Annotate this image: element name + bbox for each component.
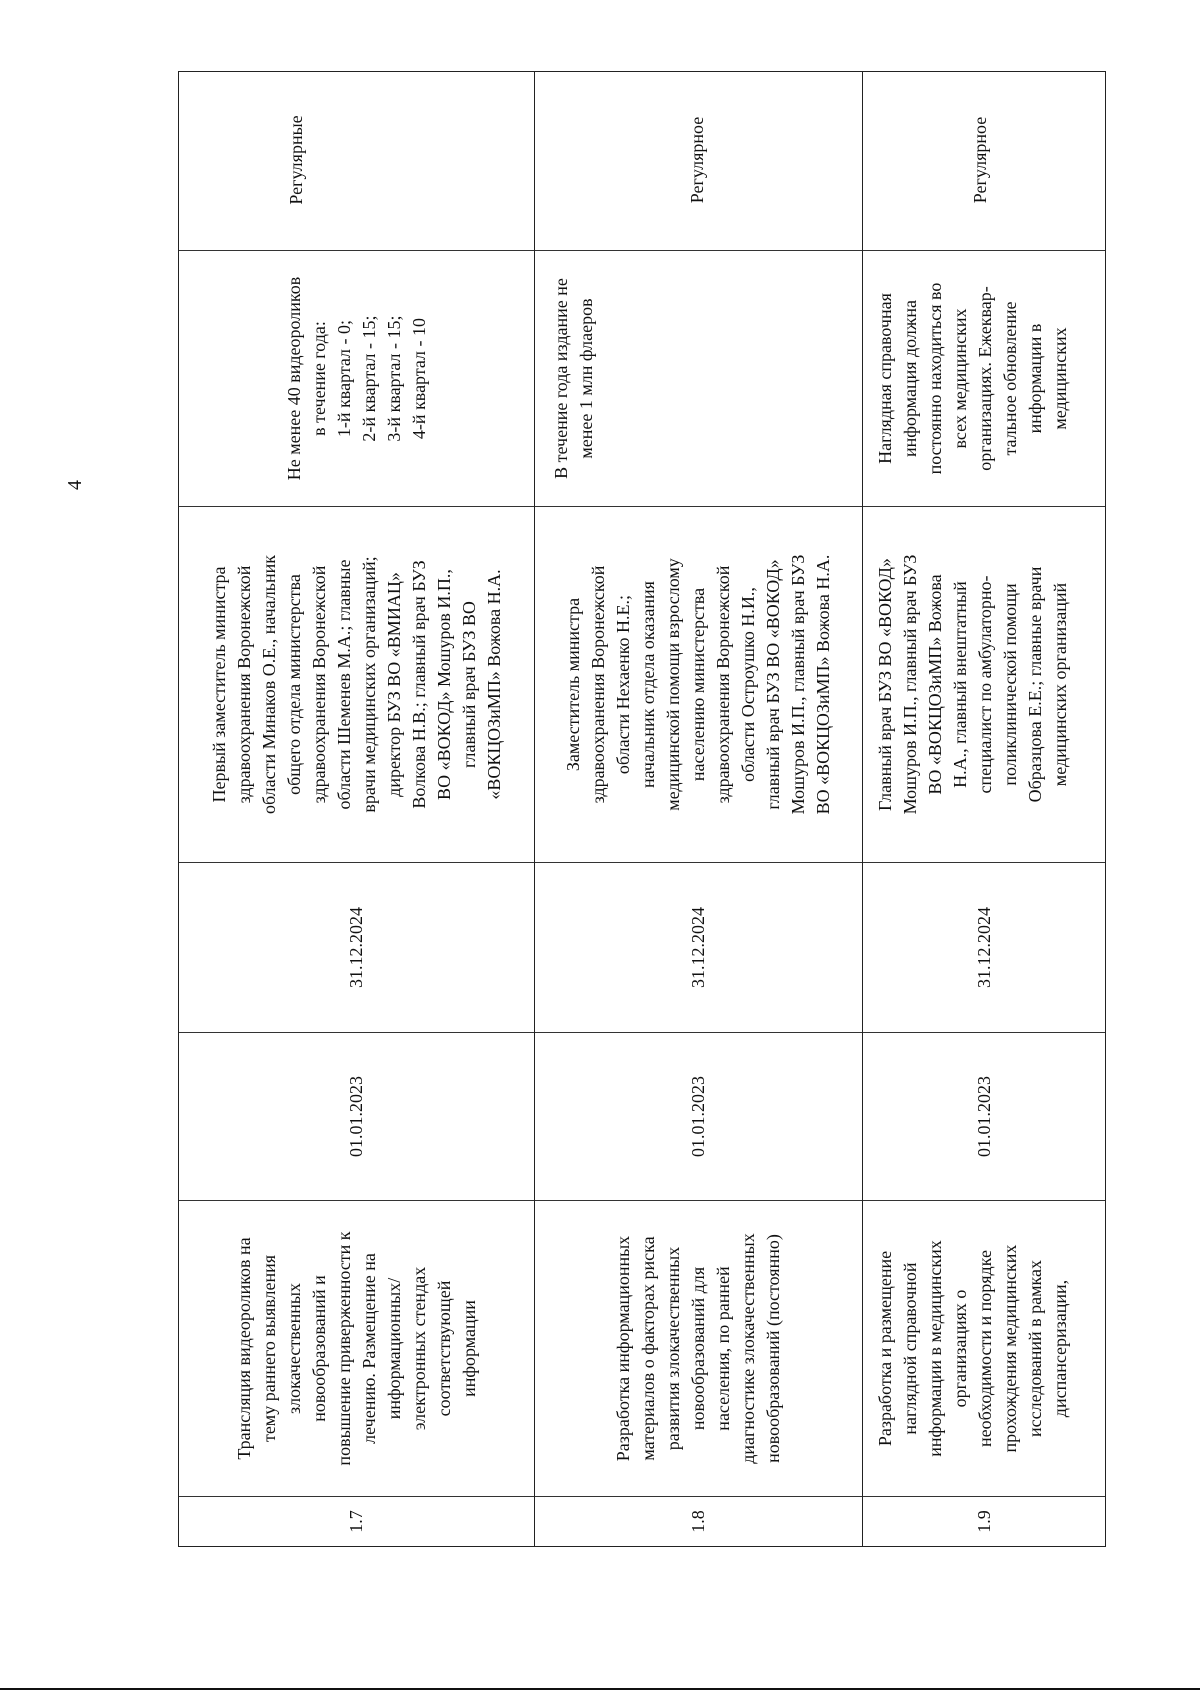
responsible-cell: Первый заместитель министра здравоохранения Воронежской области Минаков О.Е., начальник общего отдела министерства здравоохранения Воронежской области Шеменев М.А.; главные врачи медицинских организаций; директор БУЗ ВО «ВМИАЦ» Волкова Н.В.; главный врач БУЗ ВО «ВОКОД» Мошуров И.П., главный врач БУЗ ВО «ВОКЦОЗиМП» Вожова Н.А. <box>179 506 534 862</box>
table-row <box>179 72 535 1546</box>
start-date: 01.01.2023 <box>179 1032 534 1200</box>
bottom-rule <box>0 1688 1200 1690</box>
activity-cell: Разработка информационных материалов о факторах риска развития злокачественных новообразований для населения, по ранней диагностике злокачественных новообразований (постоянно) <box>535 1200 862 1496</box>
activity-cell: Трансляция видеороликов на тему раннего выявления злокачественных новообразований и повышение приверженности к лечению. Размещение на информационных/ электронных стендах соответствующей информации <box>179 1200 534 1496</box>
item-number: 1.8 <box>535 1496 862 1546</box>
start-date: 01.01.2023 <box>535 1032 862 1200</box>
result-cell: Не менее 40 видеороликов в течение года: 1-й квартал - 0; 2-й квартал - 15; 3-й квартал - 15; 4-й квартал - 10 <box>179 250 534 506</box>
responsible-cell: Главный врач БУЗ ВО «ВОКОД» Мошуров И.П., главный врач БУЗ ВО «ВОКЦОЗиМП» Вожова Н.А., главный внештатный специалист по амбулаторно- поликлинической помощи Образцова Е.Е.; главные врачи медицинских организаций <box>863 506 1105 862</box>
result-cell: Наглядная справочная информация должна постоянно находиться во всех медицинских организациях. Ежеквар- тальное обновление информации в медицинских <box>863 250 1105 506</box>
end-date: 31.12.2024 <box>179 862 534 1032</box>
page-number: 4 <box>64 480 86 490</box>
item-number: 1.7 <box>179 1496 534 1546</box>
result-cell: В течение года издание не менее 1 млн флаеров <box>535 250 862 506</box>
responsible-cell: Заместитель министра здравоохранения Воронежской области Нехаенко Н.Е.; начальник отдела оказания медицинской помощи взрослому населению министерства здравоохранения Воронежской области Остроушко Н.И., главный врач БУЗ ВО «ВОКОД» Мошуров И.П., главный врач БУЗ ВО «ВОКЦОЗиМП» Вожова Н.А. <box>535 506 862 862</box>
type-cell: Регулярное <box>970 116 990 204</box>
table-row <box>863 72 1105 1546</box>
type-cell: Регулярные <box>286 115 306 205</box>
plan-table <box>178 71 1106 1547</box>
start-date: 01.01.2023 <box>863 1032 1105 1200</box>
table-row <box>535 72 863 1546</box>
item-number: 1.9 <box>863 1496 1105 1546</box>
end-date: 31.12.2024 <box>535 862 862 1032</box>
end-date: 31.12.2024 <box>863 862 1105 1032</box>
type-cell: Регулярное <box>687 116 707 204</box>
activity-cell: Разработка и размещение наглядной справочной информации в медицинских организациях о необходимости и порядке прохождения медицинских исследований в рамках диспансеризации, <box>863 1200 1105 1496</box>
